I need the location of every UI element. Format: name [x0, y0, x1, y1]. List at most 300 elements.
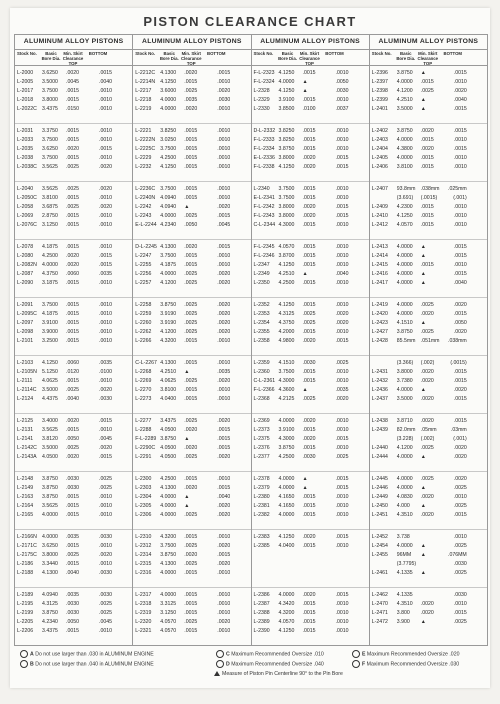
- bottom-clearance: .0010: [335, 427, 349, 433]
- table-row: [252, 453, 369, 462]
- bottom-clearance: .0010: [99, 329, 112, 335]
- table-row: [133, 377, 250, 386]
- basic-bore: 3.5625: [42, 503, 58, 509]
- table-row: [370, 591, 487, 600]
- stock-number: L-2358: [253, 338, 270, 344]
- stock-number: L-2381: [253, 503, 270, 509]
- top-clearance: [419, 627, 443, 636]
- table-row: [252, 337, 369, 346]
- bottom-clearance: .0010: [217, 601, 231, 607]
- basic-bore: 4.3510: [396, 512, 413, 518]
- table-row: [252, 319, 369, 328]
- bottom-clearance: .0030: [453, 592, 467, 598]
- top-clearance: .0015: [184, 262, 198, 268]
- table-row: [370, 618, 487, 627]
- stock-number: L-2397: [371, 79, 388, 85]
- table-row: [252, 542, 369, 551]
- stock-number: L-2444: [371, 454, 388, 460]
- table-row: [133, 194, 250, 203]
- table-row: [15, 551, 132, 560]
- stock-number: L-2038C: [17, 164, 37, 170]
- stock-number: L-2419: [371, 302, 388, 308]
- bottom-clearance: .0015: [217, 445, 231, 451]
- bottom-clearance: .0020: [99, 186, 112, 192]
- basic-bore: 3.6000: [160, 88, 177, 94]
- row-group: [370, 588, 487, 645]
- table-row: [133, 560, 250, 569]
- stock-number: L-2439: [371, 427, 388, 433]
- subheader-label: BOTTOM: [88, 51, 108, 56]
- top-clearance: .0020: [420, 369, 434, 375]
- basic-bore: 3.2500: [42, 338, 58, 344]
- stock-number: L-2262: [135, 329, 152, 335]
- bottom-clearance: .0010: [99, 543, 112, 549]
- basic-bore: 4.0000: [396, 476, 413, 482]
- basic-bore: 4.0000: [396, 454, 413, 460]
- bottom-clearance: .0010: [99, 512, 112, 518]
- top-clearance: [301, 560, 325, 569]
- basic-bore: 4.3125: [42, 601, 58, 607]
- basic-bore: 4.3420: [278, 601, 295, 607]
- row-group: [252, 588, 369, 645]
- row-group: [15, 356, 132, 414]
- bottom-clearance: .0020: [217, 378, 231, 384]
- bottom-clearance: .0010: [453, 204, 467, 210]
- top-clearance: .0020: [420, 512, 434, 518]
- basic-bore: 4.0500: [160, 454, 177, 460]
- table-row: [370, 145, 487, 154]
- top-clearance: .0035: [66, 592, 79, 598]
- bottom-clearance: .0010: [217, 592, 231, 598]
- basic-bore: 4.0000: [396, 155, 413, 161]
- stock-number: L-2316: [135, 570, 152, 576]
- table-row: [15, 243, 132, 252]
- row-group: [252, 472, 369, 530]
- stock-number: L-2270: [135, 387, 152, 393]
- basic-bore: 4.2510: [396, 97, 413, 103]
- basic-bore: 3.9100: [278, 97, 295, 103]
- table-row: [15, 337, 132, 346]
- table-row: [15, 618, 132, 627]
- bottom-clearance: .0025: [453, 485, 467, 491]
- stock-number: L-2416: [371, 271, 388, 277]
- top-clearance: .0015: [302, 494, 316, 500]
- subheader-label: BOTTOM: [443, 51, 463, 56]
- row-group: [133, 472, 250, 530]
- bottom-clearance: .0020: [453, 302, 467, 308]
- top-clearance: .0015: [184, 155, 198, 161]
- basic-bore: 4.0000: [278, 512, 295, 518]
- basic-bore: 3.8000: [396, 369, 413, 375]
- bottom-clearance: .0020: [217, 454, 231, 460]
- stock-number: L-2105N: [17, 369, 37, 375]
- top-clearance: .0020: [66, 146, 79, 152]
- bottom-clearance: .0020: [99, 445, 112, 451]
- table-row: [15, 319, 132, 328]
- bottom-clearance: .0015: [335, 534, 349, 540]
- stock-number: L-2229: [135, 155, 152, 161]
- top-clearance: .0015: [420, 155, 434, 161]
- top-clearance: .0060: [66, 360, 79, 366]
- basic-bore: 3.8500: [278, 106, 295, 112]
- top-clearance: .0020: [420, 610, 434, 616]
- top-clearance: .0020: [302, 534, 316, 540]
- bottom-clearance: .0010: [99, 244, 112, 250]
- top-clearance: .0015: [420, 164, 434, 170]
- stock-number: L-2035: [17, 146, 34, 152]
- basic-bore: 4.2500: [42, 253, 58, 259]
- basic-bore: 3.5000: [396, 396, 413, 402]
- bottom-clearance: .0010: [453, 222, 467, 228]
- table-row: [15, 154, 132, 163]
- table-row: [252, 127, 369, 136]
- bottom-clearance: .0030: [453, 561, 467, 567]
- basic-bore: 4.2500: [278, 454, 295, 460]
- table-row: [133, 359, 250, 368]
- top-clearance: .0035: [184, 97, 198, 103]
- top-clearance: .0015: [302, 97, 316, 103]
- stock-number: L-2212C: [135, 70, 156, 76]
- basic-bore: 4.2500: [160, 476, 177, 482]
- bottom-clearance: .0025: [99, 485, 112, 491]
- bottom-clearance: (.001): [453, 195, 467, 201]
- stock-number: L-2306: [135, 512, 152, 518]
- top-clearance: .0020: [420, 601, 434, 607]
- bottom-clearance: .0010: [453, 137, 467, 143]
- top-clearance: .0020: [302, 204, 316, 210]
- column-subheader: [252, 50, 369, 66]
- top-clearance: .0060: [66, 271, 79, 277]
- basic-bore: 3.6875: [42, 204, 58, 210]
- bottom-clearance: [325, 569, 349, 578]
- bottom-clearance: .0010: [335, 378, 349, 384]
- table-row: [133, 542, 250, 551]
- top-clearance: .0015: [184, 534, 198, 540]
- row-group: [133, 124, 250, 182]
- stock-number: L-2305: [135, 503, 152, 509]
- row-group: [252, 182, 369, 240]
- bottom-clearance: .0030: [99, 534, 112, 540]
- bottom-clearance: .0020: [217, 271, 231, 277]
- basic-bore: 4.0000: [278, 485, 295, 491]
- top-clearance: ▲: [420, 454, 426, 460]
- top-clearance: .0020: [302, 213, 316, 219]
- bottom-clearance: .0020: [217, 543, 231, 549]
- bottom-clearance: .0010: [335, 186, 349, 192]
- top-clearance: .0015: [302, 610, 316, 616]
- piston-column: [251, 35, 369, 645]
- basic-bore: 4.1250: [278, 88, 295, 94]
- stock-number: L-2354: [253, 320, 270, 326]
- stock-number: L-2125: [17, 418, 34, 424]
- table-row: [133, 484, 250, 493]
- subheader-label: BOTTOM: [206, 51, 226, 56]
- basic-bore: 4.1250: [278, 534, 295, 540]
- stock-number: L-2406: [371, 164, 388, 170]
- table-row: [15, 627, 132, 636]
- basic-bore: 4.0940: [42, 592, 58, 598]
- table-row: [133, 310, 250, 319]
- basic-bore: 4.1250: [396, 213, 413, 219]
- subheader-label: Min. Skirt Clearance TOP: [299, 51, 320, 66]
- stock-number: L-2277: [135, 418, 152, 424]
- basic-bore: 4.1510: [278, 360, 295, 366]
- bottom-clearance: .0010: [99, 195, 112, 201]
- row-group: [252, 66, 369, 124]
- table-row: [370, 368, 487, 377]
- stock-number: L-2257: [135, 280, 152, 286]
- top-clearance: ▲: [302, 476, 308, 482]
- table-row: [133, 105, 250, 114]
- top-clearance: .0025: [302, 320, 316, 326]
- top-clearance: .0015: [302, 369, 316, 375]
- stock-number: L-2349: [253, 271, 270, 277]
- subheader-label: Stock No.: [17, 51, 37, 56]
- bottom-clearance: .0020: [99, 387, 112, 393]
- bottom-clearance: .0010: [217, 628, 231, 634]
- table-row: [133, 368, 250, 377]
- basic-bore: [277, 569, 301, 578]
- column-heading: ALUMINUM ALLOY PISTONS: [133, 35, 250, 50]
- stock-number: [370, 435, 395, 444]
- subheader-label: Stock No.: [135, 51, 156, 56]
- basic-bore: 3.4000: [42, 418, 58, 424]
- stock-number: L-2256: [135, 271, 152, 277]
- stock-number: L-2255: [135, 262, 152, 268]
- stock-number: L-2315: [135, 561, 152, 567]
- top-clearance: ▲: [184, 503, 190, 509]
- table-row: [133, 154, 250, 163]
- piston-column: [132, 35, 250, 645]
- stock-number: F-L-2333: [253, 137, 275, 143]
- bottom-clearance: .0020: [217, 204, 231, 210]
- stock-number: L-2236C: [135, 186, 156, 192]
- legend-e: E Maximum Recommended Oversize .020: [352, 650, 459, 658]
- top-clearance: (.002): [420, 436, 435, 442]
- basic-bore: 4.2500: [278, 280, 295, 286]
- table-row: [370, 435, 487, 444]
- row-group: [133, 414, 250, 472]
- stock-number: L-2141: [17, 436, 34, 442]
- row-group: [370, 124, 487, 182]
- table-row: [252, 386, 369, 395]
- row-group: [370, 240, 487, 298]
- top-clearance: .0030: [66, 601, 79, 607]
- bottom-clearance: .0010: [217, 164, 231, 170]
- top-clearance: ▲: [302, 88, 308, 94]
- circle-icon: [216, 660, 224, 668]
- top-clearance: .0015: [302, 195, 316, 201]
- table-row: [133, 386, 250, 395]
- bottom-clearance: .0010: [99, 338, 112, 344]
- top-clearance: .0020: [66, 454, 79, 460]
- stock-number: L-2375: [253, 436, 270, 442]
- legend-b: B Do not use larger than .040 in ALUMINUM ENGINE: [20, 660, 154, 668]
- table-row: [133, 551, 250, 560]
- stock-number: L-2427: [371, 329, 388, 335]
- stock-number: F-L-2289: [135, 436, 157, 442]
- table-row: [15, 484, 132, 493]
- row-group: [252, 530, 369, 588]
- stock-number: L-2040: [17, 186, 34, 192]
- bottom-clearance: .0100: [99, 369, 112, 375]
- table-row: [15, 368, 132, 377]
- table-row: [370, 328, 487, 337]
- table-row: [15, 560, 132, 569]
- table-row: [252, 551, 369, 560]
- table-row: [252, 301, 369, 310]
- stock-number: L-2217: [135, 88, 152, 94]
- table-row: [252, 600, 369, 609]
- top-clearance: .0015: [302, 137, 316, 143]
- table-row: [15, 377, 132, 386]
- stock-number: L-2398: [371, 88, 388, 94]
- table-row: [370, 377, 487, 386]
- stock-number: L-2472: [371, 619, 388, 625]
- top-clearance: .0015: [302, 543, 316, 549]
- bottom-clearance: .0010: [335, 253, 349, 259]
- bottom-clearance: .0020: [453, 329, 467, 335]
- stock-number: L-2199: [17, 610, 34, 616]
- table-row: [370, 154, 487, 163]
- stock-number: L-2420: [371, 311, 388, 317]
- bottom-clearance: .0015: [99, 70, 112, 76]
- table-row: [15, 310, 132, 319]
- basic-bore: 3.6250: [42, 543, 58, 549]
- bottom-clearance: .0040: [453, 97, 467, 103]
- table-row: [370, 194, 487, 203]
- bottom-clearance: .0010: [335, 369, 349, 375]
- table-row: [133, 145, 250, 154]
- subheader-label: Basic Bore Dia.: [278, 51, 297, 61]
- bottom-clearance: .0015: [335, 592, 349, 598]
- stock-number: D-L-2332: [253, 128, 276, 134]
- stock-number: F-L-2324: [253, 79, 275, 85]
- table-row: [370, 551, 487, 560]
- stock-number: L-2461: [371, 570, 388, 576]
- basic-bore: 4.2510: [160, 369, 177, 375]
- basic-bore: 4.0000: [396, 79, 413, 85]
- top-clearance: (.0015): [420, 195, 438, 201]
- table-row: [370, 359, 487, 368]
- basic-bore: 4.1650: [278, 503, 295, 509]
- table-row: [252, 484, 369, 493]
- stock-number: L-2352: [253, 302, 270, 308]
- bottom-clearance: .0020: [453, 454, 467, 460]
- top-clearance: .0025: [66, 164, 79, 170]
- top-clearance: .0015: [66, 329, 79, 335]
- top-clearance: .0015: [302, 186, 316, 192]
- bottom-clearance: .0010: [99, 222, 112, 228]
- top-clearance: .0015: [66, 302, 79, 308]
- bottom-clearance: .0025: [99, 601, 112, 607]
- basic-bore: 3.0250: [160, 137, 177, 143]
- stock-number: L-2407: [371, 186, 388, 192]
- basic-bore: 3.7500: [160, 253, 177, 259]
- top-clearance: ▲: [420, 320, 426, 326]
- basic-bore: 4.0000: [278, 592, 295, 598]
- table-row: [15, 600, 132, 609]
- top-clearance: .0020: [420, 378, 434, 384]
- bottom-clearance: .0010: [217, 79, 231, 85]
- stock-number: L-2087: [17, 271, 34, 277]
- top-clearance: .0015: [66, 512, 79, 518]
- top-clearance: .0015: [302, 503, 316, 509]
- table-row: [370, 319, 487, 328]
- table-row: [15, 359, 132, 368]
- table-row: [133, 426, 250, 435]
- basic-bore: 3.7500: [42, 137, 58, 143]
- top-clearance: .0025: [184, 454, 198, 460]
- basic-bore: 4.2300: [396, 204, 413, 210]
- top-clearance: ▲: [302, 271, 308, 277]
- stock-number: L-2050C: [17, 195, 37, 201]
- stock-number: [370, 194, 395, 203]
- stock-number: L-2417: [371, 280, 388, 286]
- bottom-clearance: .0045: [99, 619, 112, 625]
- basic-bore: (3.228): [396, 436, 414, 442]
- top-clearance: .0015: [66, 128, 79, 134]
- basic-bore: 3.8120: [42, 436, 58, 442]
- table-row: [133, 618, 250, 627]
- basic-bore: 3.7380: [396, 378, 413, 384]
- row-group: [252, 414, 369, 472]
- row-group: [370, 298, 487, 356]
- stock-number: [370, 560, 395, 569]
- bottom-clearance: .0025: [453, 570, 467, 576]
- top-clearance: .0020: [302, 418, 316, 424]
- top-clearance: .0015: [184, 338, 198, 344]
- bottom-clearance: .0010: [217, 106, 231, 112]
- basic-bore: [395, 627, 419, 636]
- top-clearance: .0025: [184, 320, 198, 326]
- basic-bore: 4.0500: [160, 427, 177, 433]
- row-group: [133, 356, 250, 414]
- top-clearance: .0015: [302, 128, 316, 134]
- top-clearance: .0030: [302, 454, 316, 460]
- top-clearance: .0015: [184, 186, 198, 192]
- stock-number: L-2166N: [17, 534, 37, 540]
- stock-number: L-2319: [135, 610, 152, 616]
- row-group: [15, 66, 132, 124]
- bottom-clearance: .0010: [217, 146, 231, 152]
- column-heading: ALUMINUM ALLOY PISTONS: [15, 35, 132, 50]
- bottom-clearance: .0010: [453, 262, 467, 268]
- top-clearance: .051mm: [420, 338, 440, 344]
- table-row: [15, 511, 132, 520]
- basic-bore: 4.0400: [278, 543, 295, 549]
- basic-bore: 4.2340: [42, 619, 58, 625]
- stock-number: L-2142C: [17, 445, 37, 451]
- basic-bore: 82.0mm: [396, 427, 416, 433]
- stock-number: L-2288: [135, 427, 152, 433]
- row-group: [370, 530, 487, 588]
- basic-bore: 4.0625: [160, 378, 177, 384]
- top-clearance: .0020: [420, 311, 434, 317]
- stock-number: L-2189: [17, 592, 34, 598]
- stock-number: L-2379: [253, 485, 270, 491]
- table-row: [370, 203, 487, 212]
- bottom-clearance: .0010: [99, 97, 112, 103]
- top-clearance: ▲: [420, 570, 426, 576]
- bottom-clearance: .0020: [99, 204, 112, 210]
- table-row: [252, 194, 369, 203]
- stock-number: D-L-2245: [135, 244, 157, 250]
- stock-number: L-2148: [17, 476, 34, 482]
- top-clearance: .0015: [66, 543, 79, 549]
- bottom-clearance: .0035: [217, 369, 231, 375]
- table-row: [15, 533, 132, 542]
